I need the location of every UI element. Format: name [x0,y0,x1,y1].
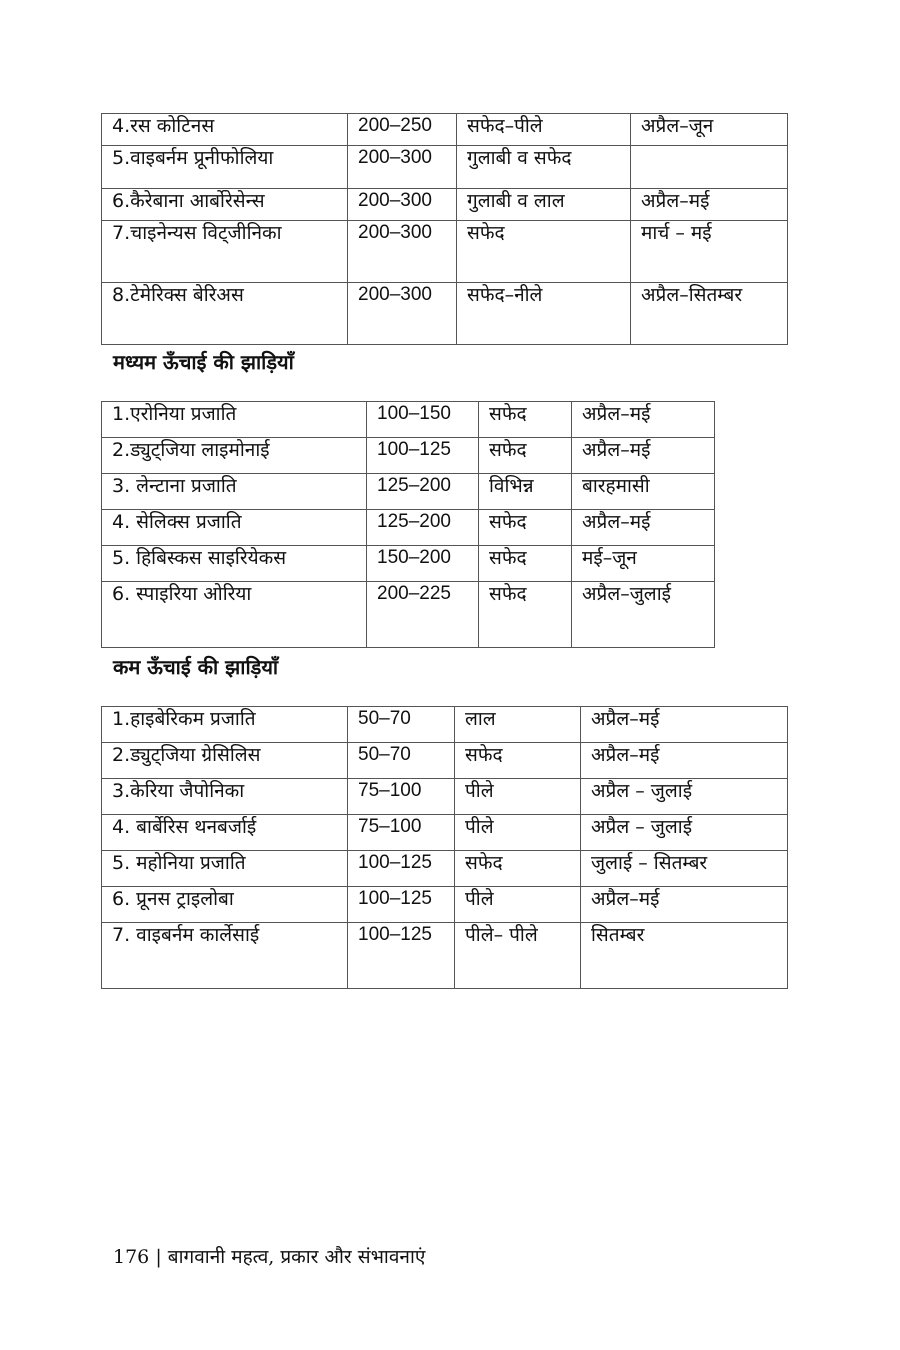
flowering-season-cell: अप्रैल–जून [631,114,788,146]
height-cell: 200–300 [348,189,457,221]
plant-name-cell: 7.चाइनेन्यस विट्जीनिका [102,221,348,283]
height-cell: 100–125 [348,923,455,989]
flower-color-cell: पीले [455,779,581,815]
height-cell: 100–125 [348,887,455,923]
plant-name-cell: 2.ड्युट्जिया लाइमोनाई [102,438,367,474]
height-cell: 125–200 [367,474,479,510]
flowering-season-cell: अप्रैल–जुलाई [572,582,715,648]
height-cell: 50–70 [348,707,455,743]
flowering-season-cell: अप्रैल–मई [581,887,788,923]
flower-color-cell: सफेद [479,582,572,648]
table-row [102,707,788,743]
plant-name-cell: 4. बार्बेरिस थनबर्जाई [102,815,348,851]
plant-name-cell: 4.रस कोटिनस [102,114,348,146]
section-heading-medium-shrubs: मध्यम ऊँचाई की झाड़ियाँ [113,350,294,374]
page-footer [113,1243,425,1269]
plant-name-cell: 8.टेमेरिक्स बेरिअस [102,283,348,345]
height-cell: 50–70 [348,743,455,779]
shrub-table-tall [101,113,788,345]
plant-name-cell: 1.एरोनिया प्रजाति [102,402,367,438]
flower-color-cell: सफेद [455,743,581,779]
table-row [102,221,788,283]
flower-color-cell: पीले [455,887,581,923]
table-row [102,582,715,648]
footer-separator: | [155,1246,162,1268]
height-cell: 200–300 [348,283,457,345]
flowering-season-cell: अप्रैल–मई [572,510,715,546]
flower-color-cell: सफेद [479,546,572,582]
height-cell: 125–200 [367,510,479,546]
height-cell: 75–100 [348,815,455,851]
plant-name-cell: 7. वाइबर्नम कार्लेसाई [102,923,348,989]
plant-name-cell: 6. स्पाइरिया ओरिया [102,582,367,648]
flower-color-cell: सफेद [479,510,572,546]
flowering-season-cell: मार्च – मई [631,221,788,283]
section-heading-low-shrubs: कम ऊँचाई की झाड़ियाँ [113,655,279,679]
table-row [102,743,788,779]
flower-color-cell: सफेद–पीले [457,114,631,146]
height-cell: 200–300 [348,221,457,283]
table-row [102,887,788,923]
table-row [102,851,788,887]
table-row [102,146,788,189]
height-cell: 75–100 [348,779,455,815]
plant-name-cell: 6.कैरेबाना आर्बोरेसेन्स [102,189,348,221]
plant-name-cell: 1.हाइबेरिकम प्रजाति [102,707,348,743]
flower-color-cell: सफेद [479,402,572,438]
flowering-season-cell: मई–जून [572,546,715,582]
plant-name-cell: 5. हिबिस्कस साइरियेकस [102,546,367,582]
plant-name-cell: 5.वाइबर्नम प्रूनीफोलिया [102,146,348,189]
table-row [102,779,788,815]
height-cell: 200–250 [348,114,457,146]
table-row [102,402,715,438]
flower-color-cell: सफेद [457,221,631,283]
table-row [102,114,788,146]
table-row [102,815,788,851]
table-row [102,474,715,510]
table-row [102,283,788,345]
book-title: बागवानी महत्व, प्रकार और संभावनाएं [167,1246,426,1268]
table-row [102,438,715,474]
shrub-table-low [101,706,788,989]
flower-color-cell: सफेद–नीले [457,283,631,345]
plant-name-cell: 3. लेन्टाना प्रजाति [102,474,367,510]
flowering-season-cell: सितम्बर [581,923,788,989]
height-cell: 150–200 [367,546,479,582]
flowering-season-cell: बारहमासी [572,474,715,510]
height-cell: 100–125 [367,438,479,474]
shrub-table-medium [101,401,715,648]
page-number: 176 [113,1246,150,1268]
flowering-season-cell: अप्रैल–मई [581,707,788,743]
flower-color-cell: पीले– पीले [455,923,581,989]
flowering-season-cell: अप्रैल–मई [631,189,788,221]
flower-color-cell: विभिन्न [479,474,572,510]
flower-color-cell: गुलाबी व सफेद [457,146,631,189]
flowering-season-cell: जुलाई – सितम्बर [581,851,788,887]
flowering-season-cell: अप्रैल – जुलाई [581,779,788,815]
flowering-season-cell: अप्रैल–मई [572,438,715,474]
flower-color-cell: सफेद [479,438,572,474]
height-cell: 100–150 [367,402,479,438]
flower-color-cell: पीले [455,815,581,851]
plant-name-cell: 5. महोनिया प्रजाति [102,851,348,887]
flowering-season-cell: अप्रैल–सितम्बर [631,283,788,345]
table-row [102,189,788,221]
plant-name-cell: 6. प्रूनस ट्राइलोबा [102,887,348,923]
flowering-season-cell: अप्रैल–मई [572,402,715,438]
flower-color-cell: गुलाबी व लाल [457,189,631,221]
plant-name-cell: 2.ड्युट्जिया ग्रेसिलिस [102,743,348,779]
plant-name-cell: 3.केरिया जैपोनिका [102,779,348,815]
height-cell: 100–125 [348,851,455,887]
flower-color-cell: लाल [455,707,581,743]
table-row [102,546,715,582]
table-row [102,923,788,989]
flowering-season-cell: अप्रैल–मई [581,743,788,779]
height-cell: 200–225 [367,582,479,648]
flowering-season-cell [631,146,788,189]
flower-color-cell: सफेद [455,851,581,887]
height-cell: 200–300 [348,146,457,189]
table-row [102,510,715,546]
flowering-season-cell: अप्रैल – जुलाई [581,815,788,851]
plant-name-cell: 4. सेलिक्स प्रजाति [102,510,367,546]
